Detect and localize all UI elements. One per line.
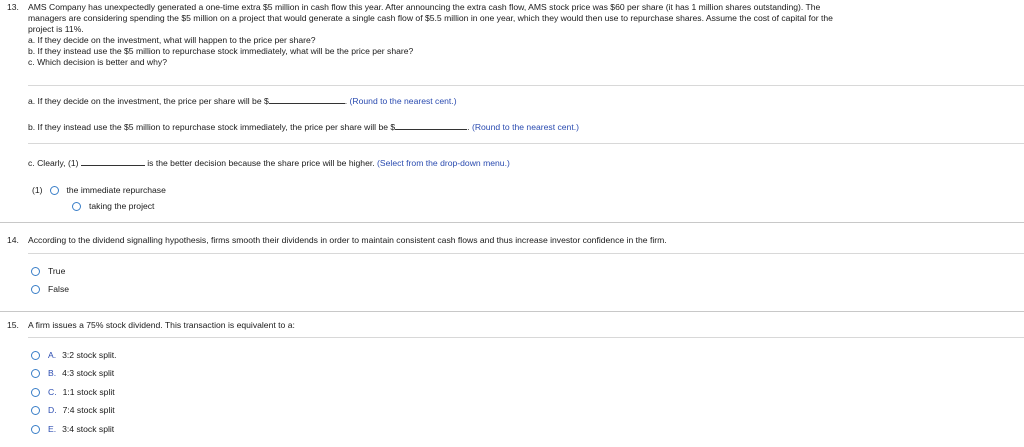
dropdown-option-immediate-repurchase[interactable] xyxy=(32,185,166,195)
radio-icon[interactable] xyxy=(31,351,40,360)
option-label: True xyxy=(48,266,66,276)
radio-icon[interactable] xyxy=(50,186,59,195)
part-c xyxy=(28,156,1010,169)
radio-icon[interactable] xyxy=(72,202,81,211)
option-label: 3:2 stock split. xyxy=(62,350,117,360)
question-number: 15. xyxy=(7,320,19,330)
option-false[interactable] xyxy=(31,284,69,294)
part-b: b. If they instead use the $5 million to repurchase stock immediately, the price per share will be $ . (Round to the nearest cent.) xyxy=(28,122,579,132)
option-letter: E. xyxy=(48,424,57,434)
option-true[interactable] xyxy=(31,266,65,276)
option-label: False xyxy=(48,284,70,294)
option-label: 7:4 stock split xyxy=(62,405,115,415)
divider xyxy=(28,85,1024,86)
question-line: a. If they decide on the investment, what will happen to the price per share? xyxy=(28,35,316,45)
option-label: taking the project xyxy=(89,201,155,211)
radio-icon[interactable] xyxy=(31,425,40,434)
divider xyxy=(28,253,1024,254)
part-c-dropdown[interactable] xyxy=(81,156,145,166)
option-label: the immediate repurchase xyxy=(66,185,166,195)
option-label: 3:4 stock split xyxy=(62,424,115,434)
part-a-text: a. If they decide on the investment, the price per share will be $ xyxy=(28,96,269,106)
option-label: 1:1 stock split xyxy=(62,387,115,397)
option-letter: A. xyxy=(48,350,57,360)
radio-icon[interactable] xyxy=(31,369,40,378)
question-line: project is 11%. xyxy=(28,24,84,34)
part-b-text: b. If they instead use the $5 million to repurchase stock immediately, the price per share will be $ xyxy=(28,122,396,132)
divider xyxy=(28,143,1024,144)
part-a-hint: (Round to the nearest cent.) xyxy=(349,96,457,106)
divider xyxy=(28,337,1024,338)
part-b-answer-input[interactable] xyxy=(395,120,467,130)
question-text: According to the dividend signalling hypothesis, firms smooth their dividends in order to maintain consistent cash flows and thus increase investor confidence in the firm. xyxy=(28,235,667,245)
radio-icon[interactable] xyxy=(31,267,40,276)
part-a-answer-input[interactable] xyxy=(269,94,345,104)
question-line: b. If they instead use the $5 million to repurchase stock immediately, what will be the price per share? xyxy=(28,46,414,56)
question-number: 14. xyxy=(7,235,19,245)
option-a[interactable] xyxy=(31,350,117,360)
part-c-hint: (Select from the drop-down menu.) xyxy=(377,158,510,168)
question-text xyxy=(28,2,1010,68)
question-line: managers are considering spending the $5 million on a project that would generate a single cash flow of $5.5 million in one year, which they would then use to repurchase shares. Assume the cost of capital for the xyxy=(28,13,833,23)
radio-icon[interactable] xyxy=(31,285,40,294)
option-c[interactable] xyxy=(31,387,115,397)
option-d[interactable] xyxy=(31,405,115,415)
question-number: 13. xyxy=(7,2,19,12)
question-13 xyxy=(0,0,1024,220)
option-label: 4:3 stock split xyxy=(62,368,115,378)
option-letter: C. xyxy=(48,387,57,397)
option-b[interactable] xyxy=(31,368,114,378)
part-c-prefix: c. Clearly, (1) xyxy=(28,158,79,168)
question-15 xyxy=(0,312,1024,447)
option-letter: B. xyxy=(48,368,57,378)
question-text: A firm issues a 75% stock dividend. This transaction is equivalent to a: xyxy=(28,320,295,330)
radio-icon[interactable] xyxy=(31,406,40,415)
question-14 xyxy=(0,223,1024,311)
part-b-hint: (Round to the nearest cent.) xyxy=(471,122,579,132)
dropdown-label: (1) xyxy=(32,185,43,195)
option-e[interactable] xyxy=(31,424,114,434)
question-line: c. Which decision is better and why? xyxy=(28,57,167,67)
part-a: a. If they decide on the investment, the price per share will be $ . (Round to the nearest cent.) xyxy=(28,96,457,106)
option-letter: D. xyxy=(48,405,57,415)
radio-icon[interactable] xyxy=(31,388,40,397)
dropdown-option-taking-project[interactable] xyxy=(72,201,154,211)
question-line: AMS Company has unexpectedly generated a one-time extra $5 million in cash flow this year. After announcing the extra cash flow, AMS stock price was $60 per share (it has 1 million shares outstanding). The xyxy=(28,2,821,12)
part-c-suffix: is the better decision because the share price will be higher. xyxy=(147,158,375,168)
